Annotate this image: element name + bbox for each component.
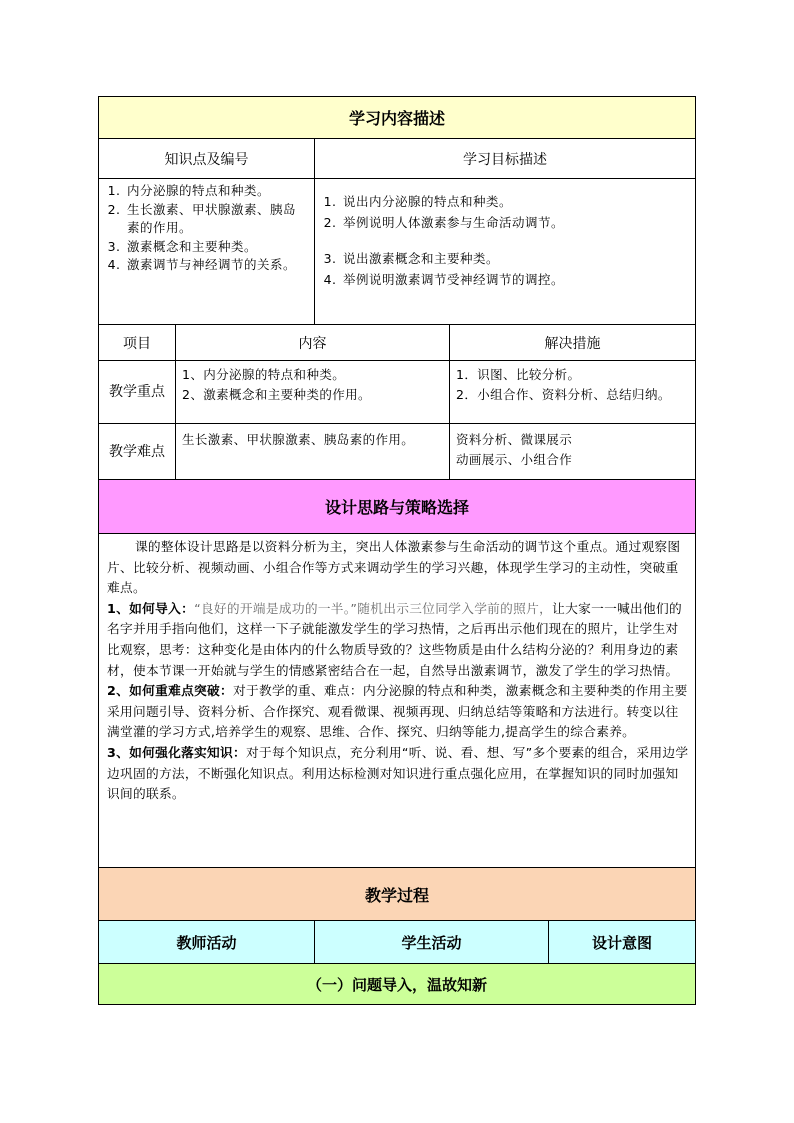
- process-title: 教学过程: [364, 885, 429, 905]
- section-1-title: （一）问题导入，温故知新: [306, 975, 487, 994]
- knowledge-header-row: [98, 139, 696, 179]
- design-paragraph-1: [107, 599, 689, 681]
- section-title-row: [98, 964, 696, 1005]
- design-label: 2、如何重难点突破：: [107, 683, 234, 699]
- goal-header: 学习目标描述: [463, 151, 547, 168]
- content-header: 内容: [176, 325, 450, 360]
- key-points-content-line: 2、激素概念和主要种类的作用。: [182, 386, 371, 402]
- design-intent-header: 设计意图: [591, 933, 652, 952]
- points-header-row: [98, 325, 696, 361]
- design-label: 1、如何导入：: [107, 600, 195, 616]
- list-item: 2. 举例说明人体激素参与生命活动调节。: [341, 212, 689, 233]
- activity-header-row: [98, 921, 696, 964]
- list-item: 4. 激素调节与神经调节的关系。: [125, 256, 308, 275]
- design-text: [99, 534, 695, 867]
- item-header: 项目: [99, 325, 176, 360]
- goal-list-a: [315, 179, 695, 233]
- design-paragraph-2: [107, 681, 689, 743]
- content-title-row: [98, 96, 696, 139]
- goal-list-b: [315, 233, 695, 290]
- list-item: 2. 生长激素、甲状腺激素、胰岛素的作用。: [125, 201, 308, 238]
- list-item: 3. 激素概念和主要种类。: [125, 238, 308, 257]
- difficult-points-label: 教学难点: [99, 424, 176, 479]
- knowledge-header: 知识点及编号: [99, 139, 315, 178]
- process-title-row: [98, 868, 696, 921]
- difficult-points-content: 生长激素、甲状腺激素、胰岛素的作用。: [176, 424, 450, 479]
- design-body: 让大家一一喊出他们的名字并用手指向他们，这样一下子就能激发学生的学习热情，之后再出示他们现在的照片，让学生对比观察，思考：这种变化是由体内的什么物质导致的？这些物质是由什么结构分泌的？利用身边的素材，使本节课一开始就与学生的情感紧密结合在一起，自然导出激素调节，激发了学生的学习热情。: [107, 600, 682, 678]
- list-item: 1. 内分泌腺的特点和种类。: [125, 182, 308, 201]
- design-intro: 课的整体设计思路是以资料分析为主，突出人体激素参与生命活动的调节这个重点。通过观察图片、比较分析、视频动画、小组合作等方式来调动学生的学习兴趣，体现学生学习的主动性，突破重难点。: [107, 539, 681, 596]
- key-points-measures: [450, 361, 695, 423]
- teacher-activity-header: 教师活动: [99, 921, 315, 963]
- measures-header: 解决措施: [544, 335, 601, 352]
- design-title-row: [98, 480, 696, 534]
- design-text-row: [98, 534, 696, 868]
- design-label: 3、如何强化落实知识：: [107, 744, 247, 760]
- difficult-points-measure-line: 资料分析、微课展示: [456, 432, 573, 447]
- design-body: 对于每个知识点，充分利用“听、说、看、想、写”多个要素的组合，采用边学边巩固的方法，不断强化知识点。利用达标检测对知识进行重点强化应用，在掌握知识的同时加强知识间的联系。: [107, 744, 689, 802]
- design-body: 对于教学的重、难点：内分泌腺的特点和种类，激素概念和主要种类的作用主要采用问题引导、资料分析、合作探究、观看微课、视频再现、归纳总结等策略和方法进行。转变以往满堂灌的学习方式,培养学生的观察、思维、合作、探究、归纳等能力,提高学生的综合素养。: [107, 683, 688, 740]
- design-quote: “良好的开端是成功的一半。”随机出示三位同学入学前的照片，: [194, 600, 553, 616]
- difficult-points-measure-line: 动画展示、小组合作: [456, 451, 573, 467]
- list-item: 4. 举例说明激素调节受神经调节的调控。: [341, 269, 689, 290]
- student-activity-header: 学生活动: [315, 921, 549, 963]
- difficult-points-row: [98, 424, 696, 480]
- knowledge-goal-row: [98, 179, 696, 325]
- key-points-label: 教学重点: [99, 361, 176, 423]
- key-points-content-line: 1、内分泌腺的特点和种类。: [182, 367, 346, 382]
- key-points-content: [176, 361, 450, 423]
- key-points-row: [98, 361, 696, 424]
- lesson-plan-table: [98, 96, 696, 1005]
- goal-cell: [315, 179, 695, 324]
- key-points-measure-line: 1．识图、比较分析。: [456, 367, 581, 382]
- difficult-points-measures: [450, 424, 695, 479]
- knowledge-list: [99, 179, 314, 275]
- content-title: 学习内容描述: [348, 109, 445, 128]
- list-item: 1. 说出内分泌腺的特点和种类。: [341, 191, 689, 212]
- list-item: 3. 说出激素概念和主要种类。: [341, 248, 689, 269]
- design-title: 设计思路与策略选择: [324, 498, 469, 517]
- knowledge-cell: [99, 179, 315, 324]
- key-points-measure-line: 2．小组合作、资料分析、总结归纳。: [456, 386, 671, 402]
- design-paragraph-3: [107, 743, 689, 805]
